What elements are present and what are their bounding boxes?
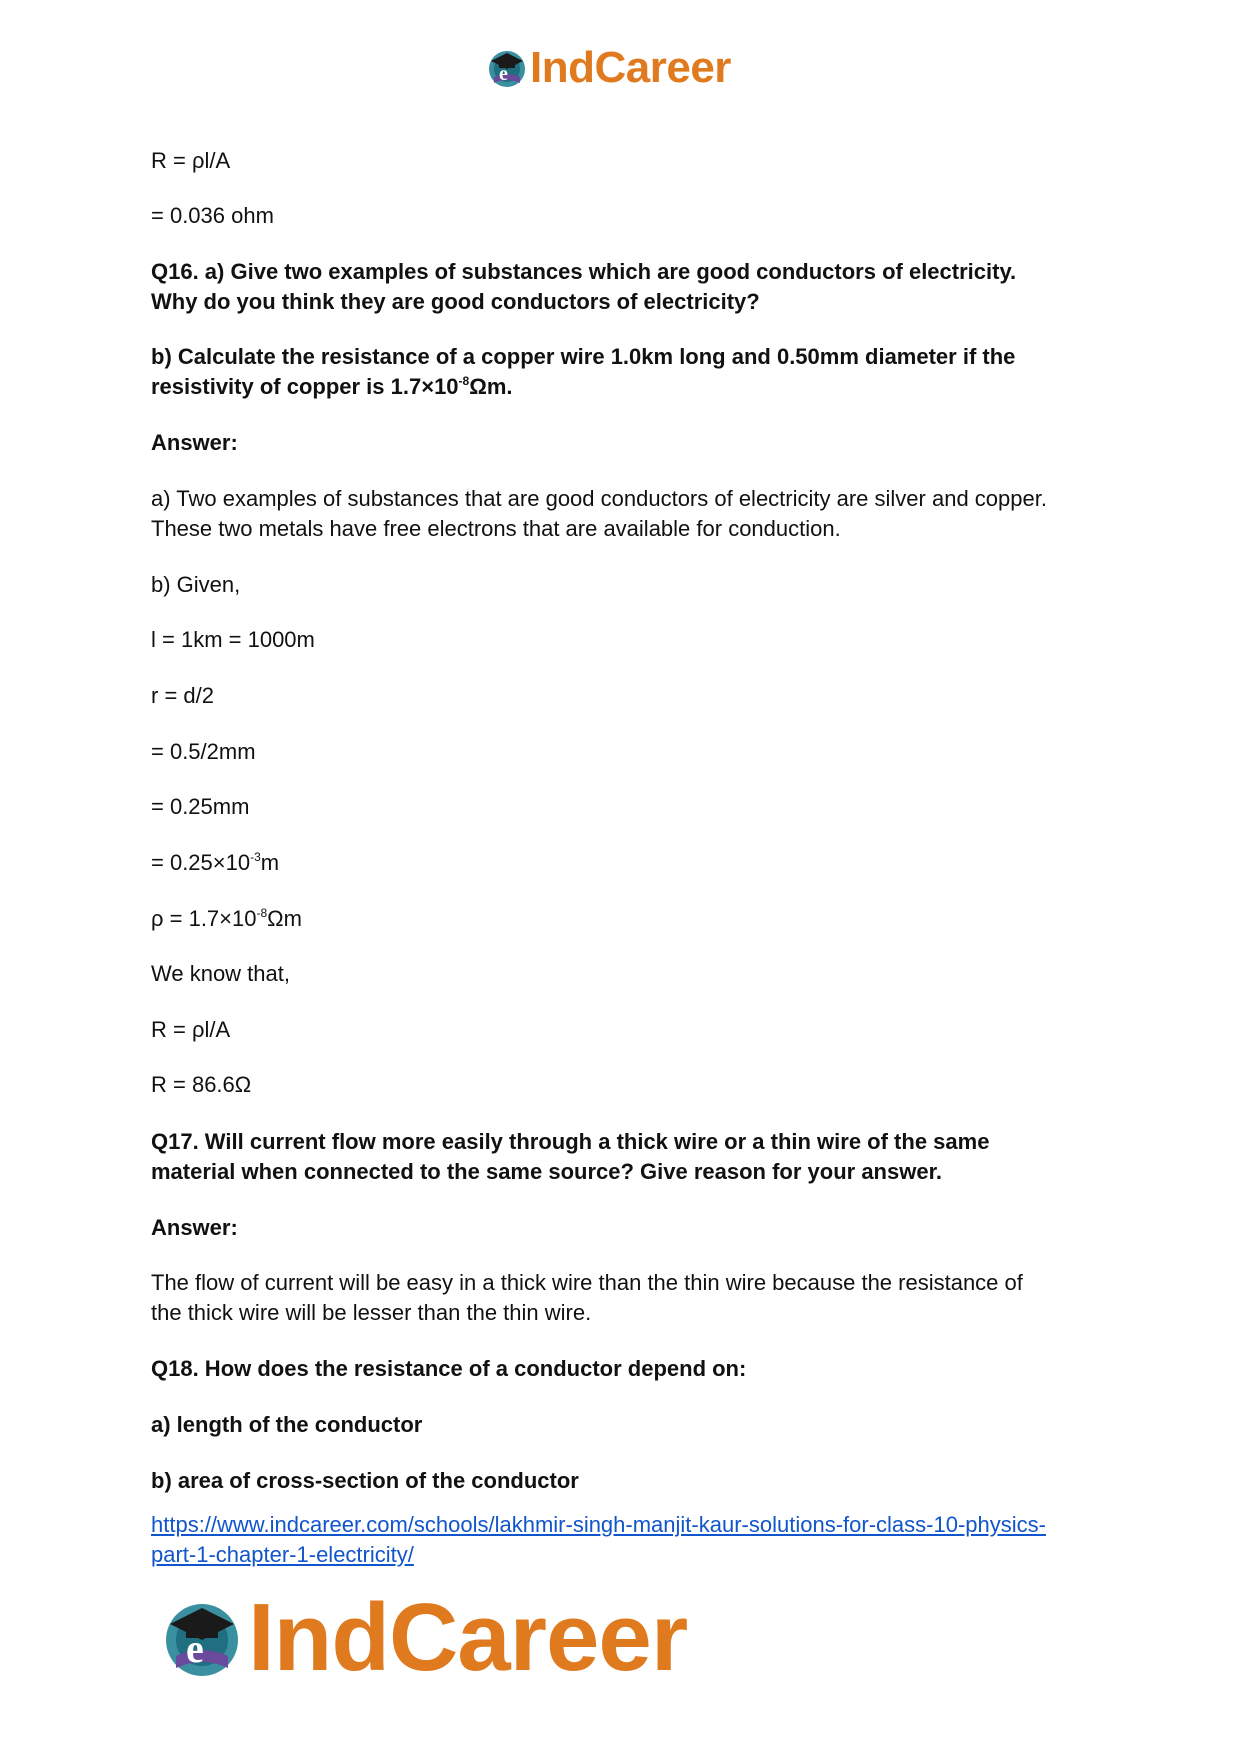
svg-text:e: e [499, 63, 508, 85]
resistance-result: R = 86.6Ω [151, 1072, 252, 1097]
footer-logo [160, 1584, 688, 1691]
header-logo-text: IndCareer [530, 43, 731, 92]
answer-17-line-1: The flow of current will be easy in a thick wire than the thin wire because the resistance of [151, 1270, 1023, 1295]
graduation-book-icon [486, 47, 528, 89]
question-17-line-1: Q17. Will current flow more easily through a thick wire or a thin wire of the same [151, 1129, 990, 1154]
radius-definition: r = d/2 [151, 683, 214, 708]
question-18a: a) length of the conductor [151, 1412, 423, 1437]
source-link-line-2[interactable] [151, 1540, 414, 1570]
we-know-line: We know that, [151, 961, 290, 986]
question-16a-line-1: Q16. a) Give two examples of substances which are good conductors of electricity. [151, 259, 1017, 284]
length-value: l = 1km = 1000m [151, 627, 315, 652]
answer-label-2: Answer: [151, 1215, 238, 1240]
resistance-formula: R = ρl/A [151, 1017, 231, 1042]
radius-step-3: = $0.25\times 10^{-3}m$ [151, 850, 280, 875]
source-link-continued[interactable]: part-1-chapter-1-electricity/ [151, 1542, 414, 1567]
header-logo [486, 44, 731, 92]
question-18: Q18. How does the resistance of a conductor depend on: [151, 1356, 747, 1381]
question-16b-line-1: b) Calculate the resistance of a copper wire 1.0km long and 0.50mm diameter if the [151, 344, 1016, 369]
svg-text:e: e [186, 1626, 204, 1671]
resistivity-value: $\rho = 1.7\times 10^{-8}\Omega m$ [151, 906, 302, 931]
answer-17-line-2: the thick wire will be lesser than the thin wire. [151, 1300, 592, 1325]
formula-line: R = ρl/A [151, 148, 231, 173]
source-link[interactable]: https://www.indcareer.com/schools/lakhmir-singh-manjit-kaur-solutions-for-class-10-physics- [151, 1512, 1046, 1537]
question-16b-line-2: resistivity of copper is $1.7\times 10^{-8}\Omega m$. [151, 374, 513, 399]
source-link-line-1[interactable] [151, 1510, 1046, 1540]
graduation-book-icon [160, 1596, 244, 1680]
answer-b-given: b) Given, [151, 572, 241, 597]
answer-label: Answer: [151, 430, 238, 455]
answer-a-line-2: These two metals have free electrons that are available for conduction. [151, 516, 841, 541]
value-line: = 0.036 ohm [151, 203, 274, 228]
radius-step-1: = 0.5/2mm [151, 739, 256, 764]
footer-logo-text: IndCareer [248, 1584, 688, 1691]
question-18b: b) area of cross-section of the conductor [151, 1468, 579, 1493]
answer-a-line-1: a) Two examples of substances that are good conductors of electricity are silver and copper. [151, 486, 1047, 511]
radius-step-2: = 0.25mm [151, 794, 250, 819]
question-17-line-2: material when connected to the same source? Give reason for your answer. [151, 1159, 943, 1184]
question-16a-line-2: Why do you think they are good conductors of electricity? [151, 289, 760, 314]
